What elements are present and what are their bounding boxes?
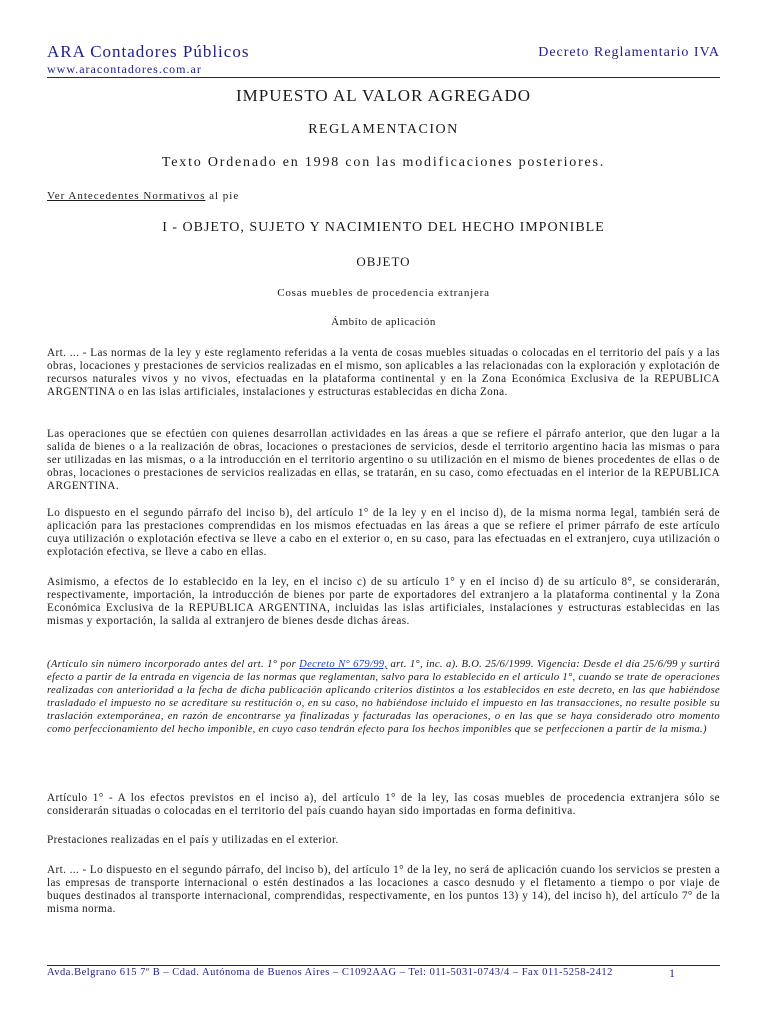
antecedentes-suffix: al pie <box>205 190 240 202</box>
antecedentes-link[interactable]: Ver Antecedentes Normativos <box>47 190 206 202</box>
paragraph-3: Lo dispuesto en el segundo párrafo del inciso b), del artículo 1° de la ley y en el inciso d), de la misma norma legal, también será de aplicación para las prestaciones comprendidas en los mismos efectuadas en las áreas a que se refiere el primer párrafo de este artículo cuya utilización o explotación efectiva se lleve a cabo en el exterior o, en su caso, para las efectuadas en el extranjero, cuya utilización o explotación efectiva, se lleve a cabo en ellas. <box>47 507 720 558</box>
page-number: 1 <box>669 966 675 980</box>
paragraph-prestaciones-heading: Prestaciones realizadas en el país y utilizadas en el exterior. <box>47 834 339 846</box>
header-website[interactable]: www.aracontadores.com.ar <box>47 62 202 76</box>
text-ordered-note: Texto Ordenado en 1998 con las modificaciones posteriores. <box>161 155 606 170</box>
section-subheading: Cosas muebles de procedencia extranjera <box>277 287 490 299</box>
document-page <box>47 0 720 1024</box>
header-company: ARA Contadores Públicos <box>47 42 250 61</box>
section-subsubheading: Ámbito de aplicación <box>331 316 436 328</box>
main-title: IMPUESTO AL VALOR AGREGADO <box>235 86 532 105</box>
header-rule <box>47 77 720 78</box>
decree-link[interactable]: Decreto N° 679/99, <box>299 659 388 670</box>
footer-address: Avda.Belgrano 615 7º B – Cdad. Autónoma de Buenos Aires – C1092AAG – Tel: 011-5031-0743/4 – Fax 011-5258-2412 <box>47 967 613 978</box>
paragraph-art-1: Art. ... - Las normas de la ley y este reglamento referidas a la venta de cosas muebles situadas o colocadas en el territorio del país y a las obras, locaciones y prestaciones de servicios realizadas en el mismo, son aplicables a las relacionadas con la exploración y explotación de recursos naturales vivos y no vivos, efectuadas en la plataforma continental y en la Zona Económica Exclusiva de la REPUBLICA ARGENTINA o en las islas artificiales, instalaciones y estructuras establecidas en dicha Zona. <box>47 347 720 398</box>
footer-rule <box>47 965 720 966</box>
decree-note <box>47 658 720 736</box>
paragraph-art-transporte: Art. ... - Lo dispuesto en el segundo párrafo, del inciso b), del artículo 1° de la ley, no será de aplicación cuando los servicios se presten a las empresas de transporte internacional o estén destinados a las locaciones a casco desnudo y el fletamento a tiempo o por viaje de buques destinados al transporte internacional, comprendidas, respectivamente, en los puntos 13) y 14), del inciso h), del artículo 7° de la misma norma. <box>47 864 720 915</box>
section-title: I - OBJETO, SUJETO Y NACIMIENTO DEL HECHO IMPONIBLE <box>162 220 605 235</box>
paragraph-2: Las operaciones que se efectúen con quienes desarrollan actividades en las áreas a que se refiere el párrafo anterior, que den lugar a la salida de bienes o a la realización de obras, locaciones o prestaciones de servicios, desde el territorio argentino hacia las mismas o para ser utilizadas en las mismas, o a la introducción en el territorio argentino o su utilización en el mismo de bienes procedentes de ellas o de obras, locaciones o prestaciones de servicios realizadas en ellas, se tratarán, en su caso, como efectuadas en el interior de la REPUBLICA ARGENTINA. <box>47 428 720 492</box>
decree-note-after: art. 1°, inc. a). B.O. 25/6/1999. Vigencia: Desde el día 25/6/99 y surtirá efecto a partir de la entrada en vigencia de las normas que reglamentan, salvo para lo establecido en el artículo 1°, cuando se trate de operaciones realizadas con anterioridad a la fecha de dicha publicación aplicando criterios distintos a los establecidos en este decreto, en las que habiéndose trasladado el impuesto no se acreditare su restitución o, en su caso, no habiéndose incluido el impuesto en las transacciones, no resulte posible su traslación extemporánea, en razón de encontrarse ya finalizadas y facturadas las operaciones, o en las que se haya considerado otro momento como perfeccionamiento del hecho imponible, en cuyo caso tendrán efecto para los hechos imponibles que se perfeccionen a partir de la misma.) <box>47 659 720 735</box>
antecedentes-line <box>47 190 239 202</box>
paragraph-4: Asimismo, a efectos de lo establecido en la ley, en el inciso c) de su artículo 1° y en el inciso d) de su artículo 8°, se considerarán, respectivamente, importación, la introducción de bienes por parte de exportadores del extranjero a la plataforma continental y la Zona Económica Exclusiva de la REPUBLICA ARGENTINA, incluidas las islas artificiales, instalaciones y estructuras establecidas en las mismas y exportación, la salida al extranjero de bienes desde dichas áreas. <box>47 576 720 627</box>
subtitle: REGLAMENTACION <box>308 122 459 137</box>
paragraph-articulo-1: Artículo 1° - A los efectos previstos en el inciso a), del artículo 1° de la ley, las cosas muebles de procedencia extranjera sólo se considerarán situadas o colocadas en el territorio del país cuando hayan sido importadas en forma definitiva. <box>47 792 720 817</box>
section-heading: OBJETO <box>356 254 411 269</box>
decree-note-before: (Artículo sin número incorporado antes del art. 1° por <box>47 659 300 670</box>
header-doc-type: Decreto Reglamentario IVA <box>538 45 720 60</box>
